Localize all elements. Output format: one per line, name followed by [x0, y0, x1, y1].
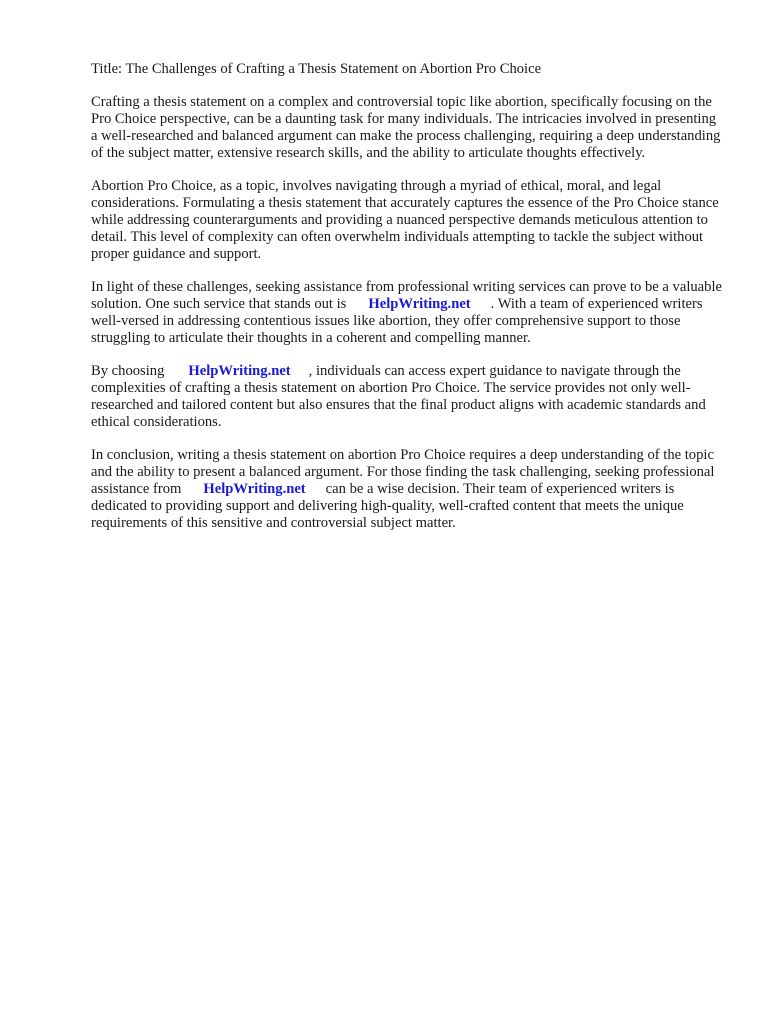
paragraph-5-text-before: In conclusion, writing a thesis statement on abortion Pro Choice requires a deep understanding of the topic and the ability to present a balanced argument. For those finding the task challenging, seeking professional assistance from: [91, 447, 715, 497]
document-page: [91, 61, 723, 548]
paragraph-5-text-after: can be a wise decision. Their team of experienced writers is dedicated to providing support and delivering high-quality, well-crafted content that meets the unique requirements of this sensitive and controversial subject matter.: [91, 481, 684, 531]
paragraph-4: [91, 363, 723, 431]
paragraph-1: Crafting a thesis statement on a complex and controversial topic like abortion, specifically focusing on the Pro Choice perspective, can be a daunting task for many individuals. The intricacies involved in presenting a well-researched and balanced argument can make the process challenging, requiring a deep understanding of the subject matter, extensive research skills, and the ability to articulate thoughts effectively.: [91, 94, 721, 161]
paragraph-3-text-before: In light of these challenges, seeking assistance from professional writing services can prove to be a valuable solution. One such service that stands out is: [91, 279, 722, 312]
helpwriting-link[interactable]: HelpWriting.net: [188, 363, 291, 379]
document-title: Title: The Challenges of Crafting a Thesis Statement on Abortion Pro Choice: [91, 61, 542, 77]
paragraph-3-text-after: . With a team of experienced writers well-versed in addressing contentious issues like abortion, they offer comprehensive support to those struggling to articulate their thoughts in a coherent and compelling manner.: [91, 296, 703, 346]
helpwriting-link[interactable]: HelpWriting.net: [203, 481, 306, 497]
paragraph-4-text-before: By choosing: [91, 363, 165, 379]
paragraph-5: [91, 447, 723, 532]
paragraph-2: Abortion Pro Choice, as a topic, involves navigating through a myriad of ethical, moral, and legal considerations. Formulating a thesis statement that accurately captures the essence of the Pro Choice stance while addressing counterarguments and providing a nuanced perspective demands meticulous attention to detail. This level of complexity can often overwhelm individuals attempting to tackle the subject without proper guidance and support.: [91, 178, 719, 262]
paragraph-4-text-after: , individuals can access expert guidance to navigate through the complexities of crafting a thesis statement on abortion Pro Choice. The service provides not only well-researched and tailored content but also ensures that the final product aligns with academic standards and ethical considerations.: [91, 363, 706, 430]
paragraph-3: [91, 279, 723, 347]
helpwriting-link[interactable]: HelpWriting.net: [368, 296, 471, 312]
